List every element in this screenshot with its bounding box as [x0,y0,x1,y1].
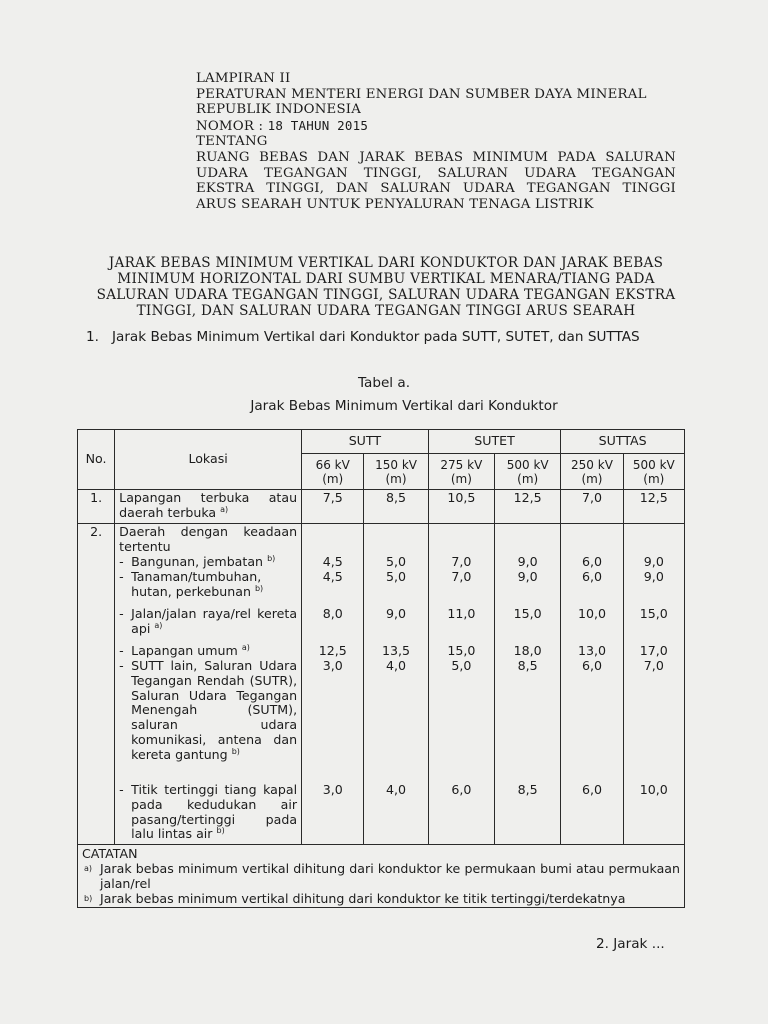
nomor-label: NOMOR : [196,118,264,134]
header-lokasi: Lokasi [115,430,302,490]
table-label: Tabel a. [357,375,411,391]
catatan-note: b) Jarak bebas minimum vertikal dihitung dari konduktor ke titik tertinggi/terdekatnya [84,891,626,906]
header-voltage-cell: 150 kV (m) [364,454,428,490]
table-row [78,524,685,845]
value-cell: 10,5 [428,490,494,524]
value-column: 5,0 5,0 9,0 13,5 4,0 4,0 [364,524,428,845]
location-item: - Titik tertinggi tiang kapal pada kedudukan air pasang/tertinggi pada lalu lintas air $^{b)}$ [119,782,298,842]
header-sutt: SUTT [302,430,429,454]
table-row [78,490,685,524]
main-title-line: SALURAN UDARA TEGANGAN TINGGI, SALURAN UDARA TEGANGAN EKSTRA [96,287,676,303]
section-text: Jarak Bebas Minimum Vertikal dari Konduktor pada SUTT, SUTET, dan SUTTAS [112,329,640,345]
footnote-mark: a) [220,504,229,514]
catatan-title: CATATAN [82,846,138,861]
row-location [115,524,302,845]
catatan-row [78,845,685,908]
nomor-value: 18 TAHUN 2015 [267,117,369,133]
row-location: Lapangan terbuka atau daerah terbuka $^{a)}$ [115,490,302,524]
subject-line: RUANG BEBAS DAN JARAK BEBAS MINIMUM PADA SALURAN [196,149,676,165]
value-cell: 12,5 [495,490,561,524]
location-item: - SUTT lain, Saluran Udara Tegangan Rendah (SUTR), Saluran Udara Tegangan Menengah (SUTM), saluran udara komunikasi, antena dan kereta gantung $^{b)}$ [119,658,298,762]
value-column: 9,0 9,0 15,0 18,0 8,5 8,5 [495,524,561,845]
tentang-label: TENTANG [196,134,268,150]
regulation-number [196,118,676,135]
header-suttas: SUTTAS [561,430,685,454]
row-location-heading: Daerah dengan keadaan tertentu [119,524,298,554]
value-cell: 8,5 [364,490,428,524]
lampiran-label: LAMPIRAN II [196,71,291,86]
table-header-row [78,430,685,454]
regulation-title: PERATURAN MENTERI ENERGI DAN SUMBER DAYA MINERAL [196,86,647,102]
lampiran-header [196,71,676,212]
section-number: 1. [86,329,99,345]
clearance-table [77,429,685,908]
header-sutet: SUTET [428,430,561,454]
location-item: - Bangunan, jembatan $^{b)}$ [119,553,276,569]
location-item: - Tanaman/tumbuhan, hutan, perkebunan $^{b)}$ [119,569,264,599]
catatan-note: a) Jarak bebas minimum vertikal dihitung dari konduktor ke permukaan bumi atau permukaan jalan/rel [84,861,680,891]
value-column: 9,0 9,0 15,0 17,0 7,0 10,0 [623,524,684,845]
value-cell: 12,5 [623,490,684,524]
value-cell: 7,5 [302,490,364,524]
main-title-line: JARAK BEBAS MINIMUM VERTIKAL DARI KONDUKTOR DAN JARAK BEBAS [108,255,664,271]
catatan-cell [78,845,685,908]
republic-label: REPUBLIK INDONESIA [196,102,362,118]
header-no: No. [78,430,115,490]
continuation-footer: 2. Jarak ... [596,936,665,952]
value-column: 6,0 6,0 10,0 13,0 6,0 6,0 [561,524,623,845]
value-column: 4,5 4,5 8,0 12,5 3,0 3,0 [302,524,364,845]
header-voltage-cell: 275 kV (m) [428,454,494,490]
main-title [80,255,692,319]
value-cell: 7,0 [561,490,623,524]
location-item: - Lapangan umum $^{a)}$ [119,642,250,658]
location-item: - Jalan/jalan raya/rel kereta api $^{a)}$ [119,606,298,636]
value-column: 7,0 7,0 11,0 15,0 5,0 6,0 [428,524,494,845]
main-title-line: TINGGI, DAN SALURAN UDARA TEGANGAN TINGGI ARUS SEARAH [136,303,636,319]
table-caption: Jarak Bebas Minimum Vertikal dari Konduktor [250,398,558,414]
header-voltage-cell: 66 kV (m) [302,454,364,490]
header-voltage-cell: 500 kV (m) [623,454,684,490]
subject-line: ARUS SEARAH UNTUK PENYALURAN TENAGA LISTRIK [196,196,594,212]
main-title-line: MINIMUM HORIZONTAL DARI SUMBU VERTIKAL MENARA/TIANG PADA [117,271,655,287]
header-voltage-cell: 500 kV (m) [495,454,561,490]
subject-line: UDARA TEGANGAN TINGGI, SALURAN UDARA TEGANGAN [196,165,676,181]
header-voltage-cell: 250 kV (m) [561,454,623,490]
row-number: 2. [78,524,115,845]
section-heading [86,329,678,346]
subject-line: EKSTRA TINGGI, DAN SALURAN UDARA TEGANGAN TINGGI [196,181,676,197]
row-number: 1. [78,490,115,524]
